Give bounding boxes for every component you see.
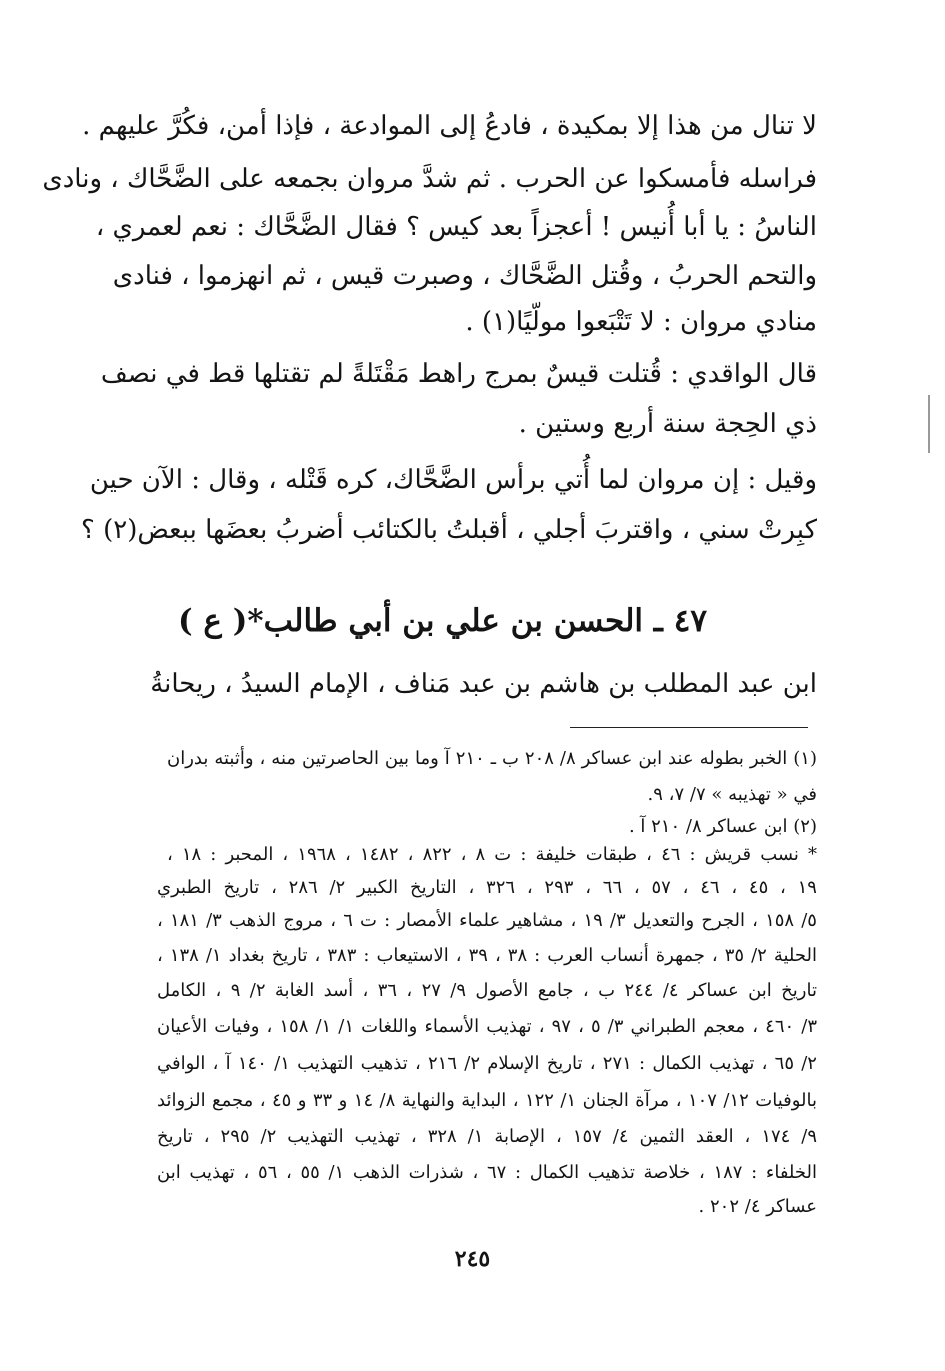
footnote-line: تاريخ ابن عساكر ٤/ ٢٤٤ ب ، جامع الأصول ٩/ ٢٧ ، ٣٦ ، أسد الغابة ٢/ ٩ ، الكامل xyxy=(157,980,817,1001)
footnote-line: الخلفاء : ١٨٧ ، خلاصة تذهيب الكمال : ٦٧ ، شذرات الذهب ١/ ٥٥ ، ٥٦ ، تهذيب ابن xyxy=(157,1162,817,1183)
footnote-line: في « تهذيبه » ٧/ ٧، ٩. xyxy=(647,784,817,805)
body-line: فراسله فأمسكوا عن الحرب . ثم شدَّ مروان بجمعه على الضَّحَّاك ، ونادى xyxy=(42,164,817,194)
body-line: منادي مروان : لا تَتْبَعوا مولّيًا(١) . xyxy=(465,307,817,337)
footnote-line: (٢) ابن عساكر ٨/ ٢١٠ آ . xyxy=(628,816,817,837)
body-line: الناسُ : يا أبا أُنيس ! أعجزاً بعد كيس ؟ فقال الضَّحَّاك : نعم لعمري ، xyxy=(95,212,817,242)
footnote-separator xyxy=(570,727,808,728)
footnote-line: ٢/ ٦٥ ، تهذيب الكمال : ٢٧١ ، تاريخ الإسلام ٢/ ٢١٦ ، تذهيب التهذيب ١/ ١٤٠ آ ، الوافي xyxy=(157,1053,817,1074)
body-line: قال الواقدي : قُتلت قيسٌ بمرج راهط مَقْتَلةً لم تقتلها قط في نصف xyxy=(100,359,817,389)
footnote-line: الحلية ٢/ ٣٥ ، جمهرة أنساب العرب : ٣٨ ، ٣٩ ، الاستيعاب : ٣٨٣ ، تاريخ بغداد ١/ ١٣٨ ، xyxy=(157,945,817,966)
body-line: ذي الحِجة سنة أربع وستين . xyxy=(518,409,817,439)
footnote-line: ٥/ ١٥٨ ، الجرح والتعديل ٣/ ١٩ ، مشاهير علماء الأمصار : ت ٦ ، مروج الذهب ٣/ ١٨١ ، xyxy=(157,910,817,931)
body-line: وقيل : إن مروان لما أُتي برأس الضَّحَّاك، كره قَتْله ، وقال : الآن حين xyxy=(89,465,817,495)
page-number: ٢٤٥ xyxy=(454,1246,491,1272)
body-line: كبِرتْ سني ، واقتربَ أجلي ، أقبلتُ بالكتائب أضربُ بعضَها ببعض(٢) ؟ xyxy=(81,515,817,545)
footnote-line: (١) الخبر بطوله عند ابن عساكر ٨/ ٢٠٨ ب ـ ٢١٠ آ وما بين الحاصرتين منه ، وأثبته بدران xyxy=(167,748,817,769)
body-line: والتحم الحربُ ، وقُتل الضَّحَّاك ، وصبرت قيس ، ثم انهزموا ، فنادى xyxy=(112,261,817,291)
footnote-line: ٣/ ٤٦٠ ، معجم الطبراني ٣/ ٥ ، ٩٧ ، تهذيب الأسماء واللغات ١/ ١/ ١٥٨ ، وفيات الأعيان xyxy=(157,1016,817,1037)
entry-intro: ابن عبد المطلب بن هاشم بن عبد مَناف ، الإمام السيدُ ، ريحانةُ xyxy=(150,669,817,699)
footnote-line: عساكر ٤/ ٢٠٢ . xyxy=(698,1196,817,1217)
body-line: لا تنال من هذا إلا بمكيدة ، فادعُ إلى الموادعة ، فإذا أمن، فكُرَّ عليهم . xyxy=(82,111,817,141)
entry-heading: ٤٧ ـ الحسن بن علي بن أبي طالب*( ع ) xyxy=(177,603,707,639)
footnote-line: بالوفيات ١٢/ ١٠٧ ، مرآة الجنان ١/ ١٢٢ ، البداية والنهاية ٨/ ١٤ و ٣٣ و ٤٥ ، مجمع الزوائد xyxy=(157,1090,818,1111)
scan-edge-mark xyxy=(928,395,930,453)
footnote-line: * نسب قريش : ٤٦ ، طبقات خليفة : ت ٨ ، ٨٢٢ ، ١٤٨٢ ، ١٩٦٨ ، المحبر : ١٨ ، xyxy=(167,844,818,865)
footnote-line: ٩/ ١٧٤ ، العقد الثمين ٤/ ١٥٧ ، الإصابة ١/ ٣٢٨ ، تهذيب التهذيب ٢/ ٢٩٥ ، تاريخ xyxy=(157,1126,818,1147)
footnote-line: ١٩ ، ٤٥ ، ٤٦ ، ٥٧ ، ٦٦ ، ٢٩٣ ، ٣٢٦ ، التاريخ الكبير ٢/ ٢٨٦ ، تاريخ الطبري xyxy=(157,877,817,898)
